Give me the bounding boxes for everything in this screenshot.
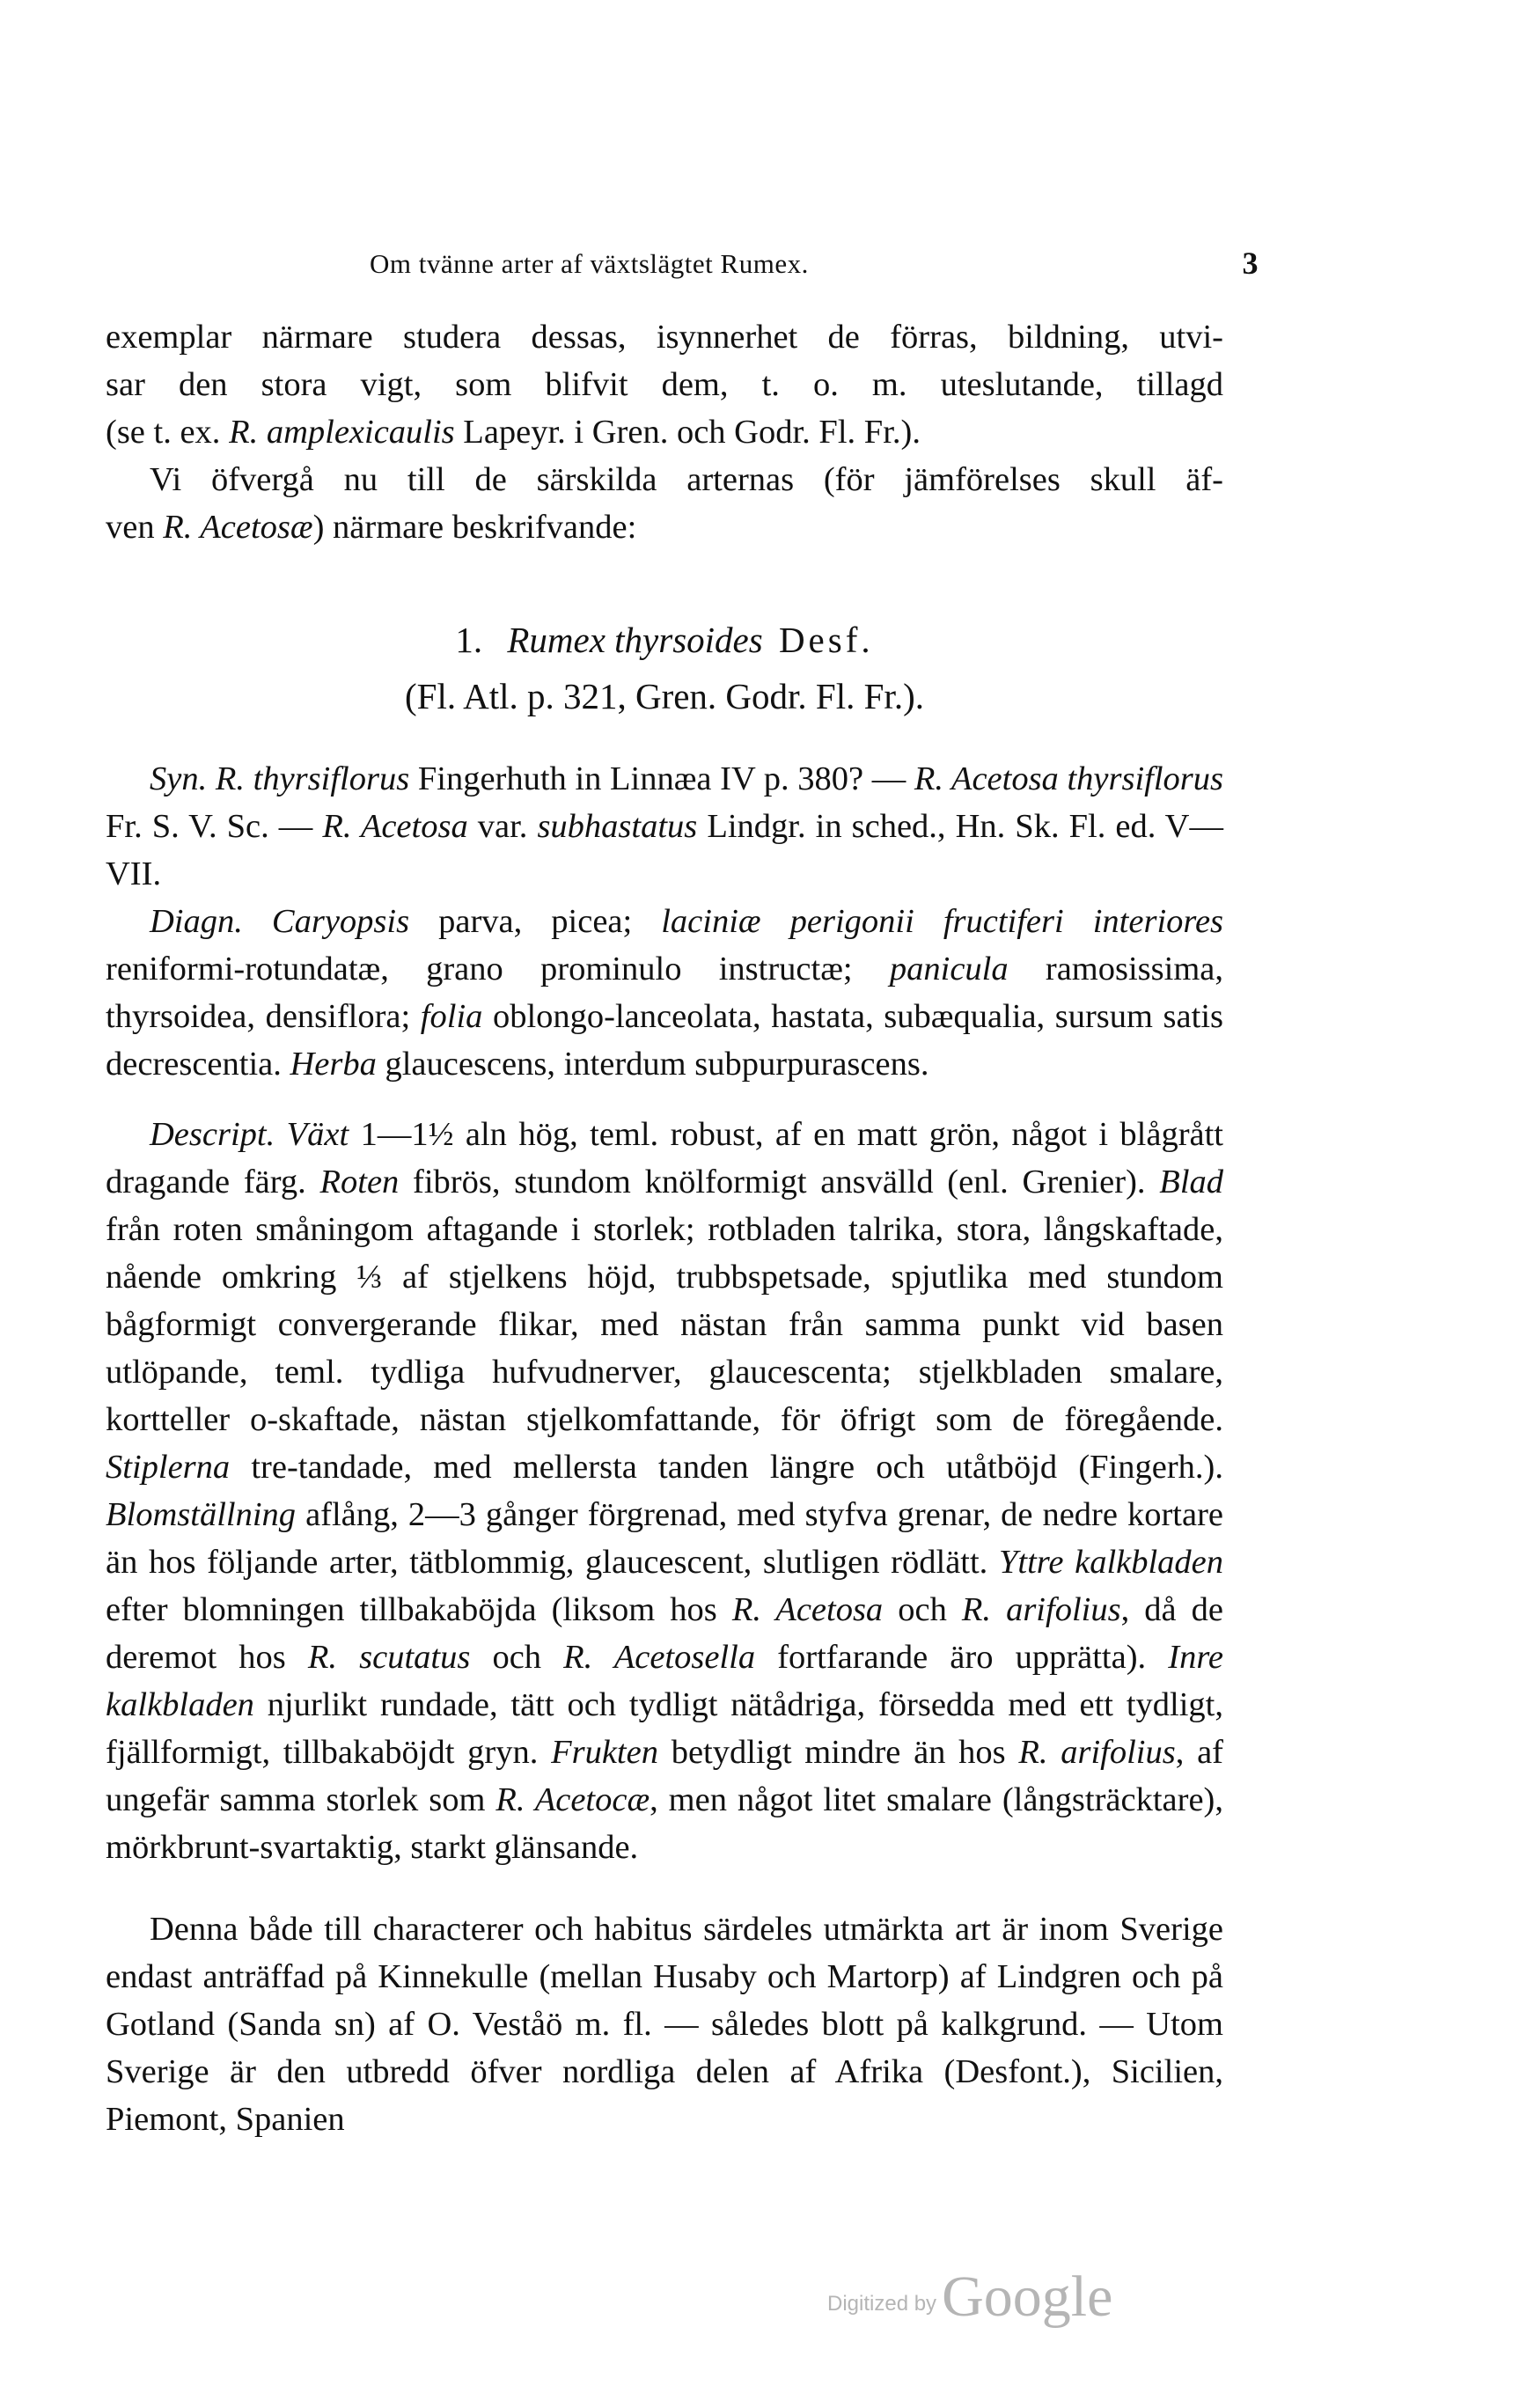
page-number: 3 bbox=[1242, 246, 1259, 281]
species-name: Rumex thyrsoides bbox=[507, 620, 763, 660]
species-title bbox=[106, 612, 1223, 668]
diagnosis-paragraph bbox=[106, 898, 1223, 1088]
species-reference: (Fl. Atl. p. 321, Gren. Godr. Fl. Fr.). bbox=[405, 676, 924, 716]
watermark-prefix: Digitized by bbox=[827, 2292, 937, 2316]
description-paragraph bbox=[106, 1111, 1223, 1871]
intro-line-3: (se t. ex. R. amplexicaulis Lapeyr. i Gren. och Godr. Fl. Fr.). bbox=[106, 414, 921, 451]
species-number: 1. bbox=[455, 620, 483, 660]
intro-paragraph bbox=[106, 313, 1223, 551]
diagnosis-text: Diagn. Caryopsis parva, picea; laciniæ perigonii fructiferi interiores reniformi-rotundatæ, grano prominulo instructæ; panicula ramosissima, thyrsoidea, densiflora; folia oblongo-lanceolata, hastata, subæqualia, sursum satis decrescentia. Herba glaucescens, interdum subpurpurascens. bbox=[106, 903, 1224, 1083]
distribution-text: Denna både till characterer och habitus särdeles utmärkta art är inom Sverige endast anträffad på Kinnekulle (mellan Husaby och Martorp) af Lindgren och på Gotland (Sanda sn) af O. Veståö m. fl. — således blott på kalkgrund. — Utom Sverige är den utbredd öfver nordliga delen af Afrika (Desfont.), Sicilien, Piemont, Spanien bbox=[106, 1911, 1223, 2138]
running-title: Om tvänne arter af växtslägtet Rumex. bbox=[370, 248, 809, 279]
description-text: Descript. Växt 1—1½ aln hög, teml. robust, af en matt grön, något i blågrått dragande färg. Roten fibrös, stundom knölformigt ansvälld (enl. Grenier). Blad från roten småningom aftagande i storlek; rotbladen talrika, stora, långskaftade, nående omkring ⅓ af stjelkens höjd, trubbspetsade, spjutlika med stundom bågformigt convergerande flikar, med nästan från samma punkt vid basen utlöpande, teml. tydliga hufvudnerver, glaucescenta; stjelkbladen smalare, kortteller o-skaftade, nästan stjelkomfattande, för öfrigt som de föregående. Stiplerna tre-tandade, med mellersta tanden längre och utåtböjd (Fingerh.). Blomställning aflång, 2—3 gånger förgrenad, med styfva grenar, de nedre kortare än hos följande arter, tätblommig, glaucescent, slutligen rödlätt. Yttre kalkbladen efter blomningen tillbakaböjda (liksom hos R. Acetosa och R. arifolius, då de deremot hos R. scutatus och R. Acetosella fortfarande äro upprätta). Inre kalkbladen njurlikt rundade, tätt och tydligt nätådriga, försedda med ett tydligt, fjällformigt, tillbakaböjdt gryn. Frukten betydligt mindre än hos R. arifolius, af ungefär samma storlek som R. Acetocæ, men något litet smalare (långsträcktare), mörkbrunt-svartaktig, starkt glänsande. bbox=[106, 1116, 1224, 1866]
distribution-paragraph bbox=[106, 1905, 1223, 2143]
digitization-watermark bbox=[827, 2264, 1112, 2331]
synonymy-paragraph bbox=[106, 755, 1223, 898]
google-logo: Google bbox=[942, 2265, 1113, 2329]
species-author: Desf. bbox=[778, 620, 874, 660]
intro-line-5: ven R. Acetosæ) närmare beskrifvande: bbox=[106, 509, 637, 546]
intro-line-4: Vi öfvergå nu till de särskilda arternas (för jämförelses skull äf- bbox=[150, 461, 1223, 498]
synonymy-text: Syn. R. thyrsiflorus Fingerhuth in Linnæa IV p. 380? — R. Acetosa thyrsiflorus Fr. S. V. Sc. — R. Acetosa var. subhastatus Lindgr. in sched., Hn. Sk. Fl. ed. V—VII. bbox=[106, 760, 1223, 892]
intro-line-1: exemplar närmare studera dessas, isynnerhet de förras, bildning, utvi- bbox=[106, 319, 1223, 356]
intro-line-2: sar den stora vigt, som blifvit dem, t. o. m. uteslutande, tillagd bbox=[106, 366, 1223, 403]
species-heading bbox=[106, 612, 1223, 724]
